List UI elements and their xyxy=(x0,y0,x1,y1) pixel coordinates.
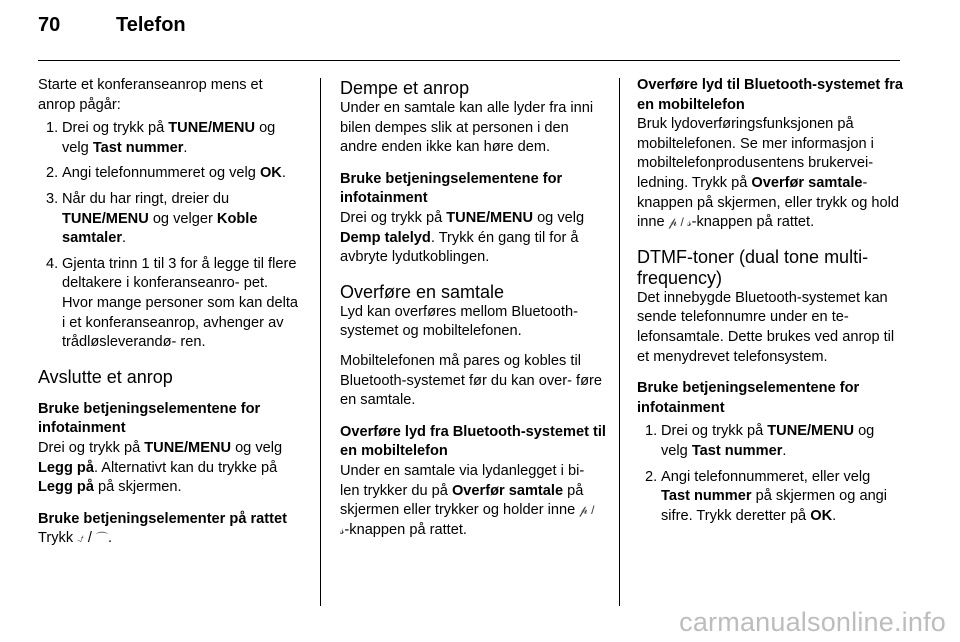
paragraph: Under en samtale via lydanlegget i bi- len trykker du på Overfør samtale på skjermen eller trykker og holder inne 𝓅 / 𝓈-knappen på rattet. xyxy=(340,462,595,538)
paragraph: Drei og trykk på TUNE/MENU og velg Demp talelyd. Trykk én gang til for å avbryte lydutkoblingen. xyxy=(340,209,585,266)
section-heading-dtmf: DTMF-toner (dual tone multi- frequency) xyxy=(637,246,869,288)
subheading-infotainment: Bruke betjeningselementene for infotainment xyxy=(38,400,261,437)
conference-steps xyxy=(38,119,300,353)
hang-up-icon: ⌒ xyxy=(95,531,108,546)
list-item: 2. Angi telefonnummeret og velg OK. xyxy=(46,165,286,182)
paragraph: Lyd kan overføres mellom Bluetooth- systemet og mobiltelefonen. xyxy=(340,303,578,340)
column-1 xyxy=(38,76,300,549)
list-item: 4. Gjenta trinn 1 til 3 for å legge til flere deltakere i konferanseanro- pet. Hvor mange personer som kan delta i et konferanseanrop, avhenger av trådløsleverandø- ren. xyxy=(46,255,299,351)
paragraph: Bruk lydoverføringsfunksjonen på mobiltelefonen. Se mer informasjon i mobiltelefonprodusentens brukervei- ledning. Trykk på Overfør samtale- knappen på skjermen, eller trykk og hold inne 𝓅 / 𝓈-knappen på rattet. xyxy=(637,116,900,231)
subheading-bluetooth-to-phone: Overføre lyd fra Bluetooth-systemet til en mobiltelefon xyxy=(340,423,606,460)
paragraph: Under en samtale kan alle lyder fra inni bilen dempes slik at personen i den andre enden ikke kan høre dem. xyxy=(340,100,594,156)
phone-voice-icon: 𝓅 / 𝓈 xyxy=(340,503,595,537)
subheading-phone-to-bluetooth: Overføre lyd til Bluetooth-systemet fra en mobiltelefon xyxy=(637,77,903,113)
column-3 xyxy=(637,76,903,532)
phone-voice-icon: 𝓅 / 𝓈 xyxy=(668,215,692,230)
page-title: Telefon xyxy=(116,14,186,36)
list-item: 2. Angi telefonnummeret, eller velg Tast nummer på skjermen og angi sifre. Trykk deretter på OK. xyxy=(645,468,888,524)
column-divider-2 xyxy=(619,78,620,606)
list-item: 1. Drei og trykk på TUNE/MENU og velg Tast nummer. xyxy=(645,423,875,459)
dtmf-steps xyxy=(637,422,903,526)
paragraph: Det innebygde Bluetooth-systemet kan sende telefonnumre under en te- lefonsamtale. Dette brukes ved anrop til et menydrevet telefonsystem. xyxy=(637,289,895,365)
section-heading-transfer-call: Overføre en samtale xyxy=(340,281,505,302)
paragraph: Mobiltelefonen må pares og kobles til Bluetooth-systemet før du kan over- føre en samtale. xyxy=(340,352,602,409)
section-heading-mute-call: Dempe et anrop xyxy=(340,78,470,98)
list-item: 3. Når du har ringt, dreier du TUNE/MENU og velger Koble samtaler. xyxy=(46,190,258,247)
paragraph: Trykk ⍻ / ⌒. xyxy=(38,530,113,547)
mute-icon: ⍻ xyxy=(77,531,84,546)
section-heading-end-call: Avslutte et anrop xyxy=(38,366,173,387)
subheading-infotainment: Bruke betjeningselementene for infotainment xyxy=(340,170,563,207)
column-2 xyxy=(340,76,606,540)
page-number: 70 xyxy=(38,14,61,36)
subheading-steering-wheel: Bruke betjeningselementer på rattet xyxy=(38,510,287,527)
header-divider xyxy=(38,60,900,61)
intro-text: Starte et konferanseanrop mens et anrop pågår: xyxy=(38,77,263,113)
watermark: carmanualsonline.info xyxy=(679,607,946,637)
list-item: 1. Drei og trykk på TUNE/MENU og velg Tast nummer. xyxy=(46,120,276,156)
paragraph: Drei og trykk på TUNE/MENU og velg Legg på. Alternativt kan du trykke på Legg på på skjermen. xyxy=(38,439,283,496)
column-divider-1 xyxy=(320,78,321,606)
subheading-infotainment: Bruke betjeningselementene for infotainment xyxy=(637,380,860,416)
